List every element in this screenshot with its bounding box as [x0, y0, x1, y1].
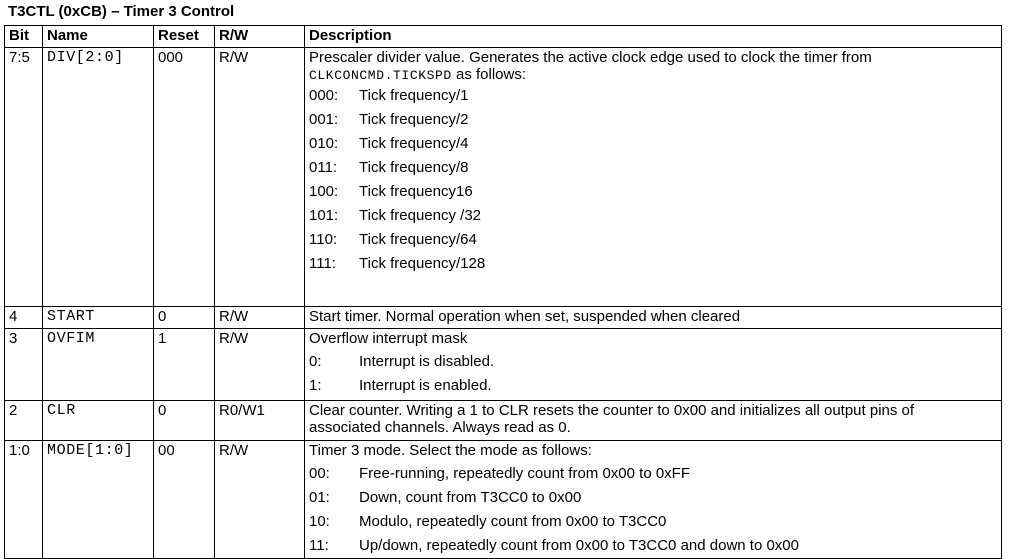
option-row [309, 249, 997, 273]
option-row [309, 371, 997, 395]
option-row [309, 225, 997, 249]
table-row [5, 307, 1002, 329]
table-row [5, 329, 1002, 401]
option-row [309, 177, 997, 201]
column-header-name: Name [43, 26, 154, 48]
option-code: 110: [309, 231, 338, 248]
cell-description [305, 441, 1002, 559]
table-row [5, 441, 1002, 559]
register-table [4, 25, 1002, 559]
option-text: Tick frequency/4 [359, 135, 469, 152]
option-text: Interrupt is enabled. [359, 377, 492, 394]
option-code: 01: [309, 489, 330, 506]
cell-bit: 4 [5, 307, 43, 329]
option-row [309, 347, 997, 371]
option-code: 00: [309, 465, 330, 482]
option-text: Interrupt is disabled. [359, 353, 495, 370]
option-code: 11: [309, 537, 329, 554]
option-text: Up/down, repeatedly count from 0x00 to T3CC0 and down to 0x00 [359, 537, 799, 554]
cell-bit: 2 [5, 401, 43, 441]
cell-rw: R/W [215, 329, 305, 401]
description-text: Clear counter. Writing a 1 to CLR resets the counter to 0x00 and initializes all output pins of [309, 402, 915, 419]
cell-name: OVFIM [43, 329, 154, 401]
cell-description: Start timer. Normal operation when set, suspended when cleared [305, 307, 1002, 329]
cell-rw: R0/W1 [215, 401, 305, 441]
description-text: Overflow interrupt mask [309, 330, 468, 347]
option-row [309, 483, 997, 507]
cell-bit: 1:0 [5, 441, 43, 559]
option-text: Tick frequency/1 [359, 87, 469, 104]
option-row [309, 459, 997, 483]
option-text: Tick frequency/128 [359, 255, 486, 272]
cell-reset: 0 [154, 401, 215, 441]
cell-bit: 3 [5, 329, 43, 401]
cell-description [305, 329, 1002, 401]
option-row [309, 84, 997, 105]
description-suffix: as follows: [451, 66, 527, 83]
option-row [309, 507, 997, 531]
option-row [309, 105, 997, 129]
table-header-row [5, 26, 1002, 48]
cell-name: START [43, 307, 154, 329]
option-row [309, 531, 997, 555]
option-row [309, 201, 997, 225]
option-code: 10: [309, 513, 330, 530]
cell-bit: 7:5 [5, 48, 43, 307]
cell-description [305, 401, 1002, 441]
option-code: 000: [309, 87, 339, 104]
option-text: Modulo, repeatedly count from 0x00 to T3CC0 [359, 513, 667, 530]
option-text: Tick frequency/64 [359, 231, 477, 248]
table-row [5, 48, 1002, 307]
column-header-rw: R/W [215, 26, 305, 48]
cell-name: DIV[2:0] [43, 48, 154, 307]
option-code: 1: [309, 377, 322, 394]
option-text: Free-running, repeatedly count from 0x00 to 0xFF [359, 465, 690, 482]
option-text: Tick frequency/2 [359, 111, 469, 128]
description-text-cont [309, 66, 997, 84]
cell-reset: 1 [154, 329, 215, 401]
register-title: T3CTL (0xCB) – Timer 3 Control [8, 3, 235, 20]
cell-rw: R/W [215, 307, 305, 329]
description-text: Prescaler divider value. Generates the active clock edge used to clock the timer from [309, 49, 872, 66]
cell-rw: R/W [215, 48, 305, 307]
option-code: 001: [309, 111, 339, 128]
cell-name: MODE[1:0] [43, 441, 154, 559]
option-code: 011: [309, 159, 338, 176]
column-header-bit: Bit [5, 26, 43, 48]
option-row [309, 153, 997, 177]
option-code: 111: [309, 255, 336, 272]
column-header-description: Description [305, 26, 1002, 48]
cell-description [305, 48, 1002, 307]
cell-name: CLR [43, 401, 154, 441]
option-code: 010: [309, 135, 339, 152]
option-row [309, 129, 997, 153]
register-field-reference: CLKCONCMD.TICKSPD [309, 68, 452, 83]
option-code: 0: [309, 353, 322, 370]
option-text: Down, count from T3CC0 to 0x00 [359, 489, 582, 506]
cell-reset: 00 [154, 441, 215, 559]
option-code: 101: [309, 207, 339, 224]
cell-rw: R/W [215, 441, 305, 559]
cell-reset: 000 [154, 48, 215, 307]
description-text-cont: associated channels. Always read as 0. [309, 419, 571, 436]
option-text: Tick frequency16 [359, 183, 473, 200]
table-row [5, 401, 1002, 441]
option-text: Tick frequency/8 [359, 159, 469, 176]
cell-reset: 0 [154, 307, 215, 329]
column-header-reset: Reset [154, 26, 215, 48]
description-text: Timer 3 mode. Select the mode as follows: [309, 442, 592, 459]
option-text: Tick frequency /32 [359, 207, 481, 224]
option-code: 100: [309, 183, 339, 200]
